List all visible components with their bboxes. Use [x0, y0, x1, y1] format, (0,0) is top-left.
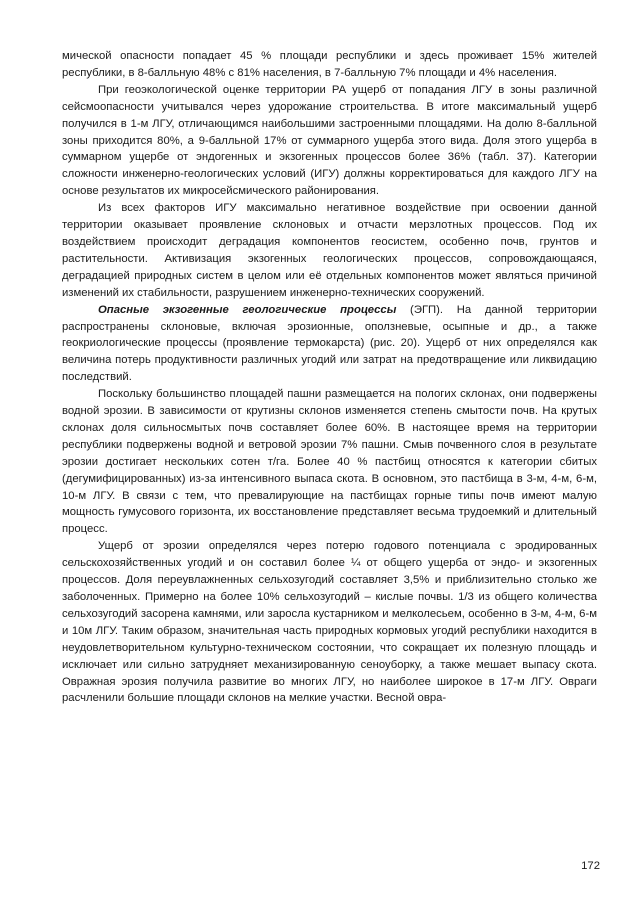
document-page	[62, 48, 597, 707]
paragraph-exogenous-processes	[62, 302, 597, 387]
paragraph-seismic-population: мической опасности попадает 45 % площади республики и здесь проживает 15% жителей республики, в 8-балльную 48% с 81% населения, в 7-балльную 7% площади и 4% населения.	[62, 50, 597, 79]
term-hazardous-processes: Опасные экзогенные геологические процессы	[98, 303, 397, 316]
paragraph-water-erosion: Поскольку большинство площадей пашни размещается на пологих склонах, они подвержены водной эрозии. В зависимости от крутизны склонов изменяется степень смытости почв. На крутых склонах доля сильносмытых почв составляет более 60%. В настоящее время на территории республики подвержены водной и ветровой эрозии 7% пашни. Смыв почвенного слоя в результате эрозии достигает нескольких сотен т/га. Более 40 % пастбищ относятся к категории сбитых (дегумифицированных) из-за интенсивного выпаса скота. В основном, это пастбища в 3-м, 4-м, 6-м, 10-м ЛГУ. В связи с тем, что превалирующие на пастбищах горные типы почв имеют малую мощность гумусового горизонта, их восстановление представляет весьма трудоемкий и длительный процесс.	[62, 388, 597, 536]
paragraph-geoecological-assessment: При геоэкологической оценке территории РА ущерб от попадания ЛГУ в зоны различной сейсмоопасности учитывался через удорожание строительства. В итоге максимальный ущерб получился в 1-м ЛГУ, отличающимся наибольшими застроенными площадями. На долю 8-балльной зоны приходится 80%, а 9-балльной 17% от суммарного ущерба этого вида. Доля этого ущерба в суммарном ущербе от эндогенных и экзогенных процессов более 36% (табл. 37). Категории сложности инженерно-геологических условий (ИГУ) должны корректироваться для каждого ЛГУ на основе результатов их микросейсмического районирования.	[62, 83, 597, 198]
paragraph-exogenous-processes-text: (ЭГП). На данной территории распространены склоновые, включая эрозионные, оползневые, осыпные и др., а также геокриологические процессы (проявление термокарста) (рис. 20). Ущерб от них определялся как величина потерь продуктивности различных угодий или затрат на предотвращение или ликвидацию последствий.	[62, 303, 597, 384]
paragraph-igu-factors: Из всех факторов ИГУ максимально негативное воздействие при освоении данной территории оказывает проявление склоновых и отчасти мерзлотных процессов. Под их воздействием происходит деградация компонентов геосистем, особенно почв, грунтов и растительности. Активизация экзогенных геологических процессов, сопровождающаяся, деградацией природных систем в целом или её отдельных компонентов может являться причиной изменений их стабильности, разрушением инженерно-технических сооружений.	[62, 202, 597, 299]
page-number: 172	[581, 860, 600, 872]
paragraph-erosion-damage: Ущерб от эрозии определялся через потерю годового потенциала с эродированных сельскохозяйственных угодий и он составил более ¼ от общего ущерба от эндо- и экзогенных процессов. Доля переувлажненных сельхозугодий составляет 3,5% и приблизительно столько же заболоченных. Примерно на более 10% сельхозугодий – кислые почвы. 1/3 из общего количества сельхозугодий засорена камнями, или заросла кустарником и мелколесьем, особенно в 3-м, 4-м, 6-м и 10м ЛГУ. Таким образом, значительная часть природных кормовых угодий республики находится в неудовлетворительном культурно-техническом состоянии, что сокращает их полезную площадь и исключает или сильно затрудняет механизированную сеноуборку, а также мешает выпасу скота. Овражная эрозия получила развитие во многих ЛГУ, но наиболее широкое в 17-м ЛГУ. Овраги расчленили большие площади склонов на мелкие участки. Весной овра-	[62, 540, 597, 705]
